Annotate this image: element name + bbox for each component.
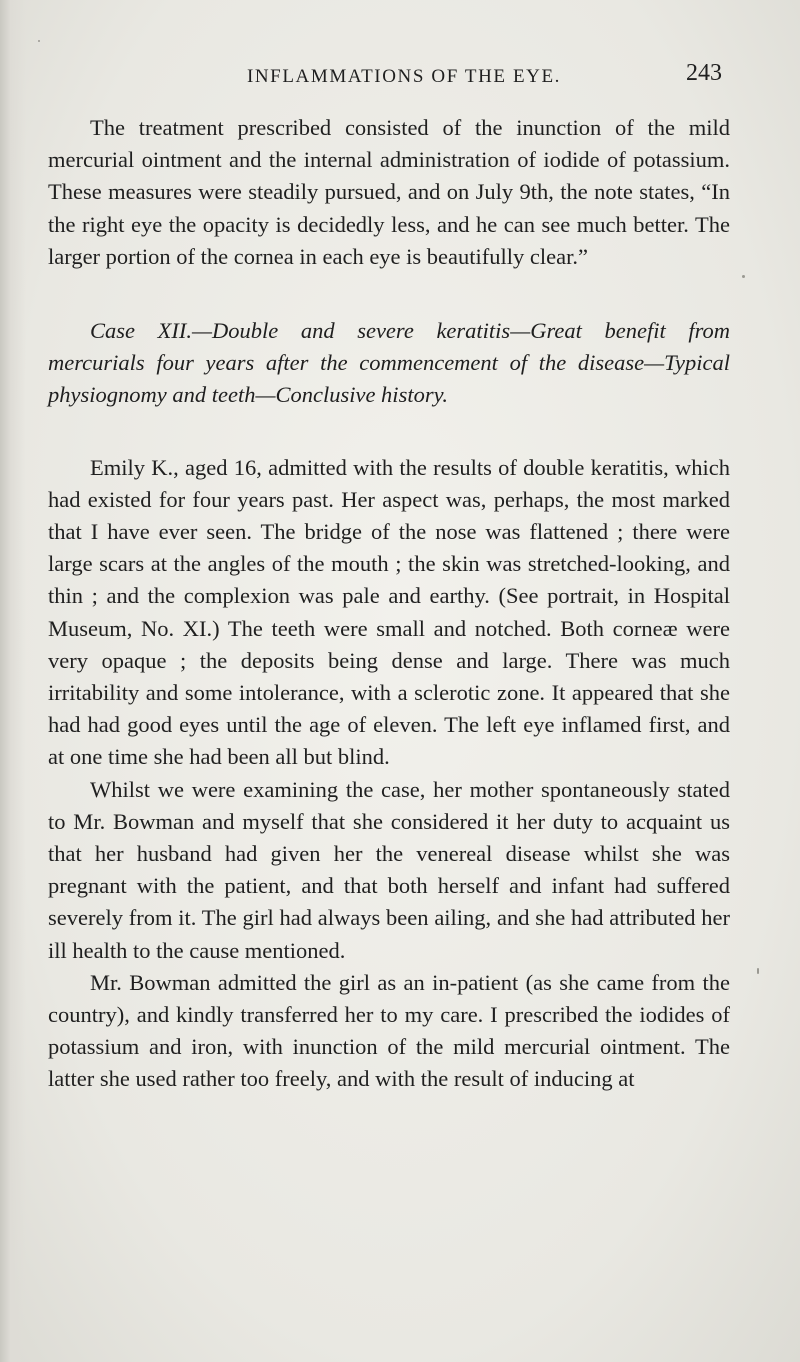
paragraph-treatment-prescribed: Mr. Bowman admitted the girl as an in-patient (as she came from the country), and kindly transferred her to my care. I prescribed the iodides of potassium and iron, with inunction of the mild mercurial ointment. The latter she used rather too freely, and with the result of inducing at: [48, 969, 730, 1092]
running-head: [48, 60, 730, 92]
paper-speck: [38, 40, 40, 42]
paper-speck: [742, 275, 745, 278]
paper-speck: [757, 968, 759, 974]
paragraph-mother-statement: Whilst we were examining the case, her mother spontaneously stated to Mr. Bowman and myself that she considered it her duty to acquaint us that her husband had given her the venereal disease whilst she was pregnant with the patient, and that both herself and infant had suffered severely from it. The girl had always been ailing, and she had attributed her ill health to the cause mentioned.: [48, 776, 730, 963]
page-body: [48, 112, 730, 1096]
paragraph-case-description: Emily K., aged 16, admitted with the results of double keratitis, which had existed for four years past. Her aspect was, perhaps, the most marked that I have ever seen. The bridge of the nose was flattened ; there were large scars at the angles of the mouth ; the skin was stretched-looking, and thin ; and the complexion was pale and earthy. (See portrait, in Hospital Museum, No. XI.) The teeth were small and notched. Both corneæ were very opaque ; the deposits being dense and large. There was much irritability and some intolerance, with a sclerotic zone. It appeared that she had had good eyes until the age of eleven. The left eye inflamed first, and at one time she had been all but blind.: [48, 454, 730, 770]
page-gutter-shadow: [0, 0, 26, 1362]
running-title: INFLAMMATIONS OF THE EYE.: [246, 66, 562, 87]
case-heading: Case XII.—Double and severe keratitis—Great benefit from mercurials four years after the commencement of the disease—Typical physiognomy and teeth—Conclusive history.: [48, 318, 730, 408]
paragraph-treatment: The treatment prescribed consisted of the inunction of the mild mercurial ointment and the internal administration of iodide of potassium. These measures were steadily pursued, and on July 9th, the note states, “In the right eye the opacity is decidedly less, and he can see much better. The larger portion of the cornea in each eye is beautifully clear.”: [48, 115, 730, 269]
page-number: 243: [686, 60, 722, 86]
